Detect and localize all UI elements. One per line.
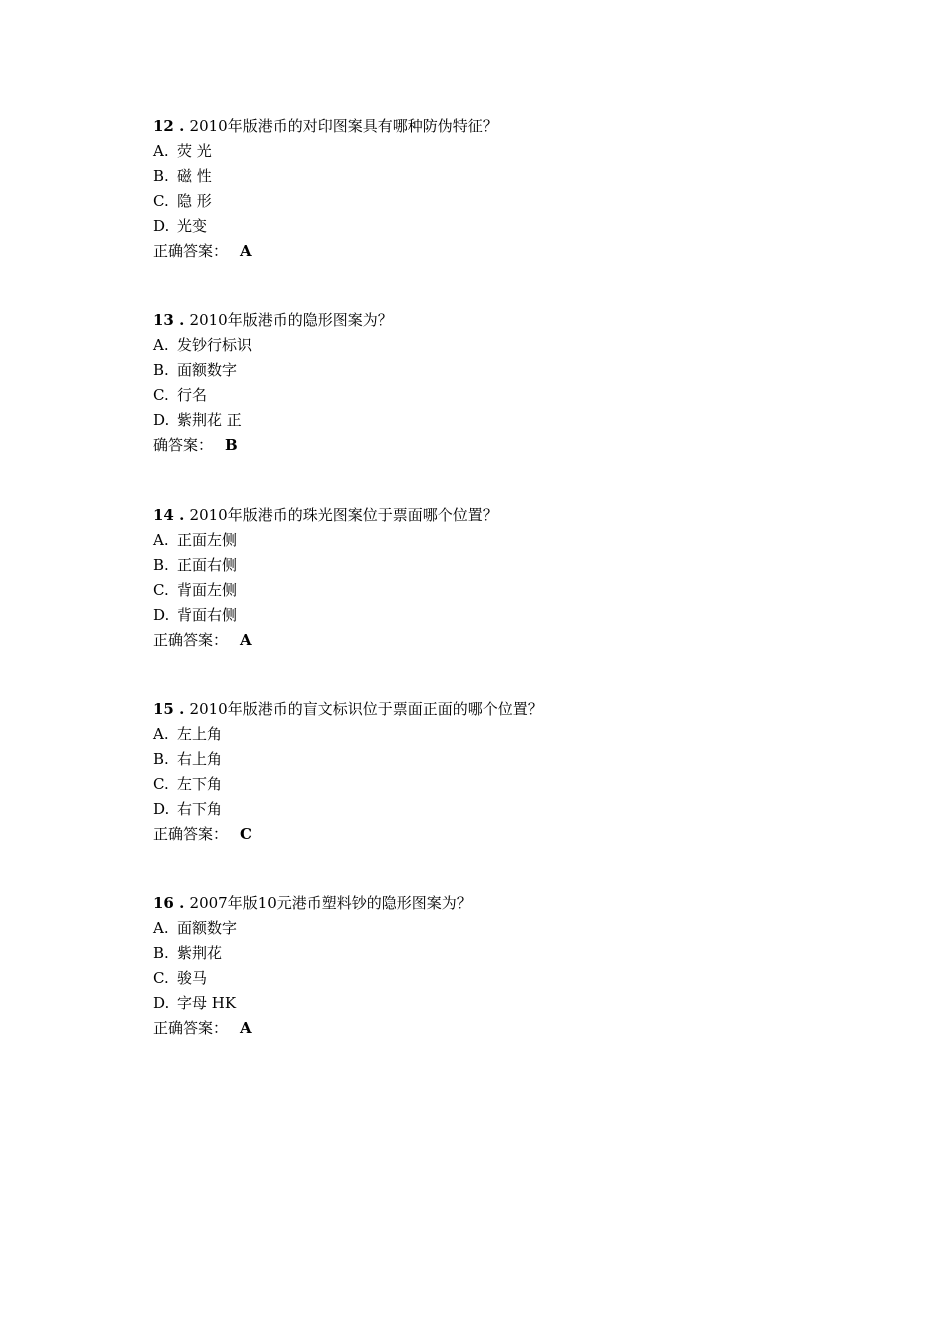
answer-value: A — [240, 631, 252, 649]
question-number-dot: . — [173, 117, 190, 135]
option-text: 紫荆花 正 — [177, 411, 242, 429]
answer-label: 正确答案： — [153, 1019, 229, 1037]
option-text: 右下角 — [177, 800, 223, 818]
question-12 — [153, 114, 793, 264]
option-d — [153, 797, 793, 822]
answer-line — [153, 1016, 793, 1041]
option-letter: C. — [153, 386, 169, 404]
option-letter: B. — [153, 361, 169, 379]
option-d — [153, 991, 793, 1016]
question-text: 2010年版港币的对印图案具有哪种防伪特征？ — [189, 117, 498, 135]
question-15 — [153, 697, 793, 847]
answer-line — [153, 628, 793, 653]
option-letter: B. — [153, 167, 169, 185]
option-c — [153, 966, 793, 991]
option-b — [153, 358, 793, 383]
option-text: 背面右侧 — [177, 606, 238, 624]
option-a — [153, 916, 793, 941]
answer-value: B — [225, 436, 238, 454]
question-title — [153, 891, 793, 916]
option-letter: A. — [153, 919, 169, 937]
question-title — [153, 503, 793, 528]
option-letter: B. — [153, 750, 169, 768]
question-title — [153, 308, 793, 333]
option-letter: A. — [153, 531, 169, 549]
question-number: 13 — [153, 311, 174, 329]
option-d — [153, 214, 793, 239]
option-d — [153, 603, 793, 628]
option-text: 光变 — [177, 217, 208, 235]
answer-line — [153, 239, 793, 264]
option-letter: A. — [153, 142, 169, 160]
question-number-dot: . — [173, 700, 190, 718]
answer-value: A — [240, 242, 252, 260]
option-b — [153, 747, 793, 772]
option-letter: D. — [153, 217, 170, 235]
question-title — [153, 697, 793, 722]
question-number: 16 — [153, 894, 174, 912]
question-text: 2010年版港币的珠光图案位于票面哪个位置？ — [189, 506, 498, 524]
option-letter: B. — [153, 556, 169, 574]
answer-value: C — [240, 825, 252, 843]
question-text: 2010年版港币的隐形图案为？ — [189, 311, 393, 329]
option-text: 发钞行标识 — [177, 336, 253, 354]
option-letter: B. — [153, 944, 169, 962]
option-text: 字母 HK — [177, 994, 237, 1012]
question-number-dot: . — [173, 894, 190, 912]
option-a — [153, 722, 793, 747]
option-a — [153, 139, 793, 164]
option-letter: C. — [153, 581, 169, 599]
option-letter: C. — [153, 969, 169, 987]
option-a — [153, 333, 793, 358]
option-letter: D. — [153, 994, 170, 1012]
question-16 — [153, 891, 793, 1041]
option-text: 磁 性 — [177, 167, 212, 185]
option-letter: D. — [153, 800, 170, 818]
question-14 — [153, 503, 793, 653]
option-text: 右上角 — [177, 750, 223, 768]
option-text: 正面左侧 — [177, 531, 238, 549]
option-letter: A. — [153, 336, 169, 354]
option-letter: C. — [153, 775, 169, 793]
option-text: 左上角 — [177, 725, 223, 743]
answer-value: A — [240, 1019, 252, 1037]
question-number-dot: . — [173, 506, 190, 524]
option-d — [153, 408, 793, 433]
option-text: 隐 形 — [177, 192, 212, 210]
answer-label: 正确答案： — [153, 825, 229, 843]
option-letter: D. — [153, 411, 170, 429]
option-text: 背面左侧 — [177, 581, 238, 599]
question-title — [153, 114, 793, 139]
answer-label: 确答案： — [153, 436, 214, 454]
option-c — [153, 189, 793, 214]
question-number: 15 — [153, 700, 174, 718]
option-c — [153, 383, 793, 408]
question-text: 2007年版10元港币塑料钞的隐形图案为？ — [189, 894, 472, 912]
option-text: 骏马 — [177, 969, 208, 987]
option-b — [153, 164, 793, 189]
option-text: 行名 — [177, 386, 208, 404]
option-a — [153, 528, 793, 553]
answer-line — [153, 822, 793, 847]
question-number: 12 — [153, 117, 174, 135]
option-text: 荧 光 — [177, 142, 212, 160]
option-c — [153, 578, 793, 603]
option-b — [153, 553, 793, 578]
option-letter: A. — [153, 725, 169, 743]
question-text: 2010年版港币的盲文标识位于票面正面的哪个位置？ — [189, 700, 543, 718]
option-letter: D. — [153, 606, 170, 624]
question-number-dot: . — [173, 311, 190, 329]
option-text: 面额数字 — [177, 361, 238, 379]
question-13 — [153, 308, 793, 458]
option-text: 面额数字 — [177, 919, 238, 937]
option-letter: C. — [153, 192, 169, 210]
option-c — [153, 772, 793, 797]
option-b — [153, 941, 793, 966]
answer-line — [153, 433, 793, 458]
option-text: 紫荆花 — [177, 944, 223, 962]
answer-label: 正确答案： — [153, 631, 229, 649]
question-number: 14 — [153, 506, 174, 524]
option-text: 左下角 — [177, 775, 223, 793]
answer-label: 正确答案： — [153, 242, 229, 260]
option-text: 正面右侧 — [177, 556, 238, 574]
